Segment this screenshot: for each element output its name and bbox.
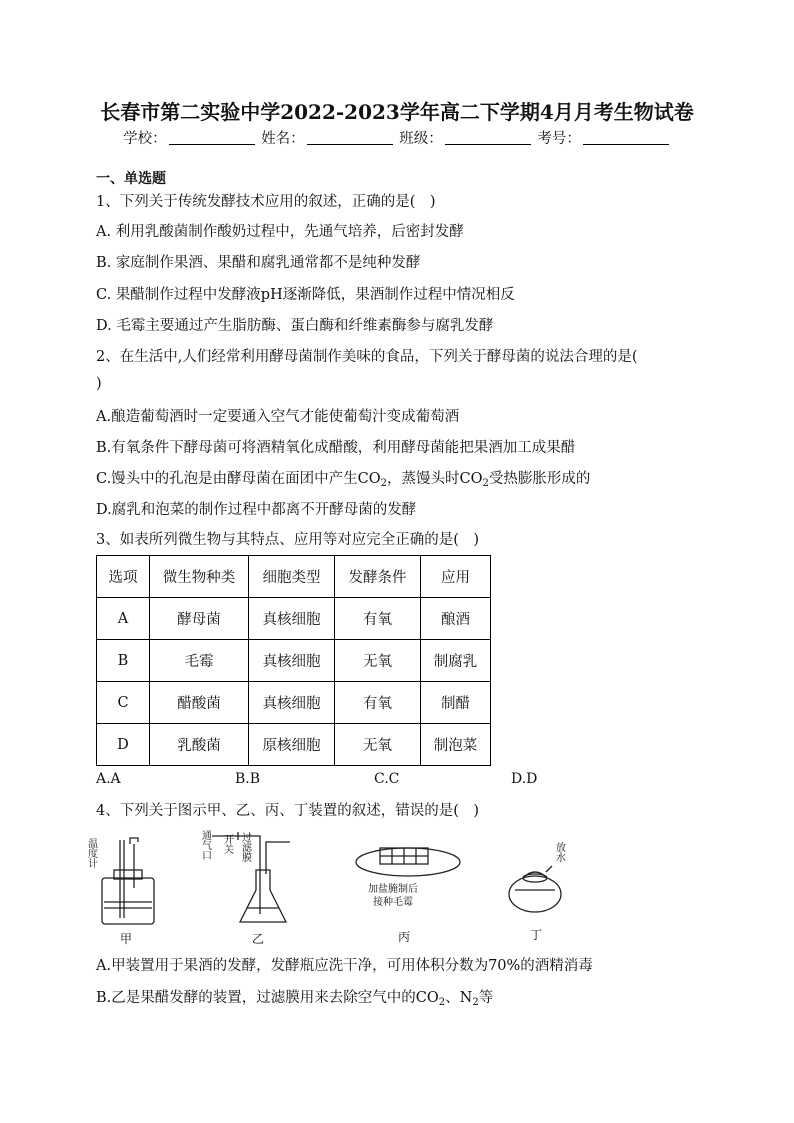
q4-b-part2: 、N (445, 990, 473, 1006)
q3-option-d: D.D (511, 771, 538, 787)
table-row (97, 682, 491, 724)
q2-option-b: B.有氧条件下酵母菌可将酒精氧化成醋酸，利用酵母菌能把果酒加工成果醋 (96, 440, 576, 456)
table-cell: 醋酸菌 (150, 682, 249, 724)
q4-option-a: A.甲装置用于果酒的发酵，发酵瓶应洗干净，可用体积分数为70%的酒精消毒 (96, 958, 593, 974)
q2-stem: 2、在生活中,人们经常利用酵母菌制作美味的食品，下列关于酵母菌的说法合理的是( (96, 349, 638, 365)
salt-label-2: 接种毛霉 (373, 897, 413, 908)
filter-label: 过滤膜 (242, 833, 252, 864)
table-cell: B (97, 640, 150, 682)
table-row (97, 724, 491, 766)
table-header-cell: 发酵条件 (335, 556, 421, 598)
inlet-label: 通气口 (202, 831, 212, 862)
name-label: 姓名： (261, 131, 305, 147)
q2-c-part2: ，蒸馒头时CO (387, 471, 483, 487)
q1-option-c: C. 果醋制作过程中发酵液pH逐渐降低，果酒制作过程中情况相反 (96, 287, 515, 303)
q4-b-part3: 等 (478, 990, 494, 1006)
q1-stem: 1、下列关于传统发酵技术应用的叙述，正确的是( ) (96, 194, 436, 210)
subscript: 2 (482, 478, 489, 489)
q1-option-b: B. 家庭制作果酒、果醋和腐乳通常都不是纯种发酵 (96, 255, 421, 271)
q2-c-part3: 受热膨胀形成的 (488, 471, 591, 487)
table-cell: 制腐乳 (421, 640, 491, 682)
q3-option-b: B.B (235, 771, 261, 787)
table-cell: 真核细胞 (249, 640, 335, 682)
bottle-jia-icon (102, 838, 154, 924)
table-cell: 真核细胞 (249, 682, 335, 724)
table-cell: 真核细胞 (249, 598, 335, 640)
subscript: 2 (380, 478, 388, 489)
table-cell: C (97, 682, 150, 724)
table-row (97, 598, 491, 640)
q4-b-part1: B.乙是果醋发酵的装置，过滤膜用来去除空气中的CO (96, 990, 439, 1006)
q2-option-c (96, 467, 590, 488)
q4-option-b (96, 986, 493, 1007)
q2-stem-end: ) (96, 376, 102, 392)
table-cell: 原核细胞 (249, 724, 335, 766)
class-blank[interactable] (445, 130, 531, 145)
subscript: 2 (438, 997, 446, 1008)
subscript: 2 (472, 997, 479, 1008)
table-cell: 酿酒 (421, 598, 491, 640)
q3-option-c: C.C (374, 771, 400, 787)
table-cell: 乳酸菌 (150, 724, 249, 766)
fig-label-jia: 甲 (120, 932, 133, 946)
name-blank[interactable] (307, 130, 393, 145)
section-heading: 一、单选题 (96, 171, 166, 187)
table-cell: 制泡菜 (421, 724, 491, 766)
table-cell: 毛霉 (150, 640, 249, 682)
q1-option-a: A. 利用乳酸菌制作酸奶过程中，先通气培养，后密封发酵 (96, 224, 464, 240)
table-cell: D (97, 724, 150, 766)
thermometer-label: 温度计 (88, 839, 98, 870)
q3-option-a: A.A (96, 771, 121, 787)
table-header-cell: 微生物种类 (150, 556, 249, 598)
table-cell: 酵母菌 (150, 598, 249, 640)
page-title: 长春市第二实验中学2022-2023学年高二下学期4月月考生物试卷 (100, 100, 694, 124)
table-cell: A (97, 598, 150, 640)
q1-option-d: D. 毛霉主要通过产生脂肪酶、蛋白酶和纤维素酶参与腐乳发酵 (96, 318, 494, 334)
q4-stem: 4、下列关于图示甲、乙、丙、丁装置的叙述，错误的是( ) (96, 803, 480, 819)
q4-apparatus-figure (90, 830, 690, 950)
fig-label-ding: 丁 (530, 928, 543, 942)
table-cell: 无氧 (335, 640, 421, 682)
table-header-cell: 选项 (97, 556, 150, 598)
class-label: 班级： (399, 131, 443, 147)
number-blank[interactable] (583, 130, 669, 145)
fig-label-yi: 乙 (252, 932, 265, 946)
table-row (97, 640, 491, 682)
table-header-cell: 细胞类型 (249, 556, 335, 598)
jar-ding-icon (509, 866, 561, 912)
fig-label-bing: 丙 (398, 930, 411, 944)
salt-label-1: 加盐腌制后 (368, 884, 418, 895)
water-label: 放水 (556, 843, 566, 864)
q2-option-d: D.腐乳和泡菜的制作过程中都离不开酵母菌的发酵 (96, 502, 417, 518)
q3-stem: 3、如表所列微生物与其特点、应用等对应完全正确的是( ) (96, 532, 480, 548)
q2-option-a: A.酿造葡萄酒时一定要通入空气才能使葡萄汁变成葡萄酒 (96, 409, 460, 425)
plate-bing-icon (356, 848, 460, 876)
table-header-row (97, 556, 491, 598)
school-label: 学校： (123, 131, 167, 147)
table-cell: 无氧 (335, 724, 421, 766)
table-cell: 有氧 (335, 598, 421, 640)
table-cell: 制醋 (421, 682, 491, 724)
school-blank[interactable] (169, 130, 255, 145)
switch-label: 开关 (224, 835, 234, 856)
student-info-line (0, 127, 794, 148)
table-header-cell: 应用 (421, 556, 491, 598)
q2-c-part1: C.馒头中的孔泡是由酵母菌在面团中产生CO (96, 471, 381, 487)
q3-table (96, 555, 491, 766)
number-label: 考号： (537, 131, 581, 147)
table-cell: 有氧 (335, 682, 421, 724)
